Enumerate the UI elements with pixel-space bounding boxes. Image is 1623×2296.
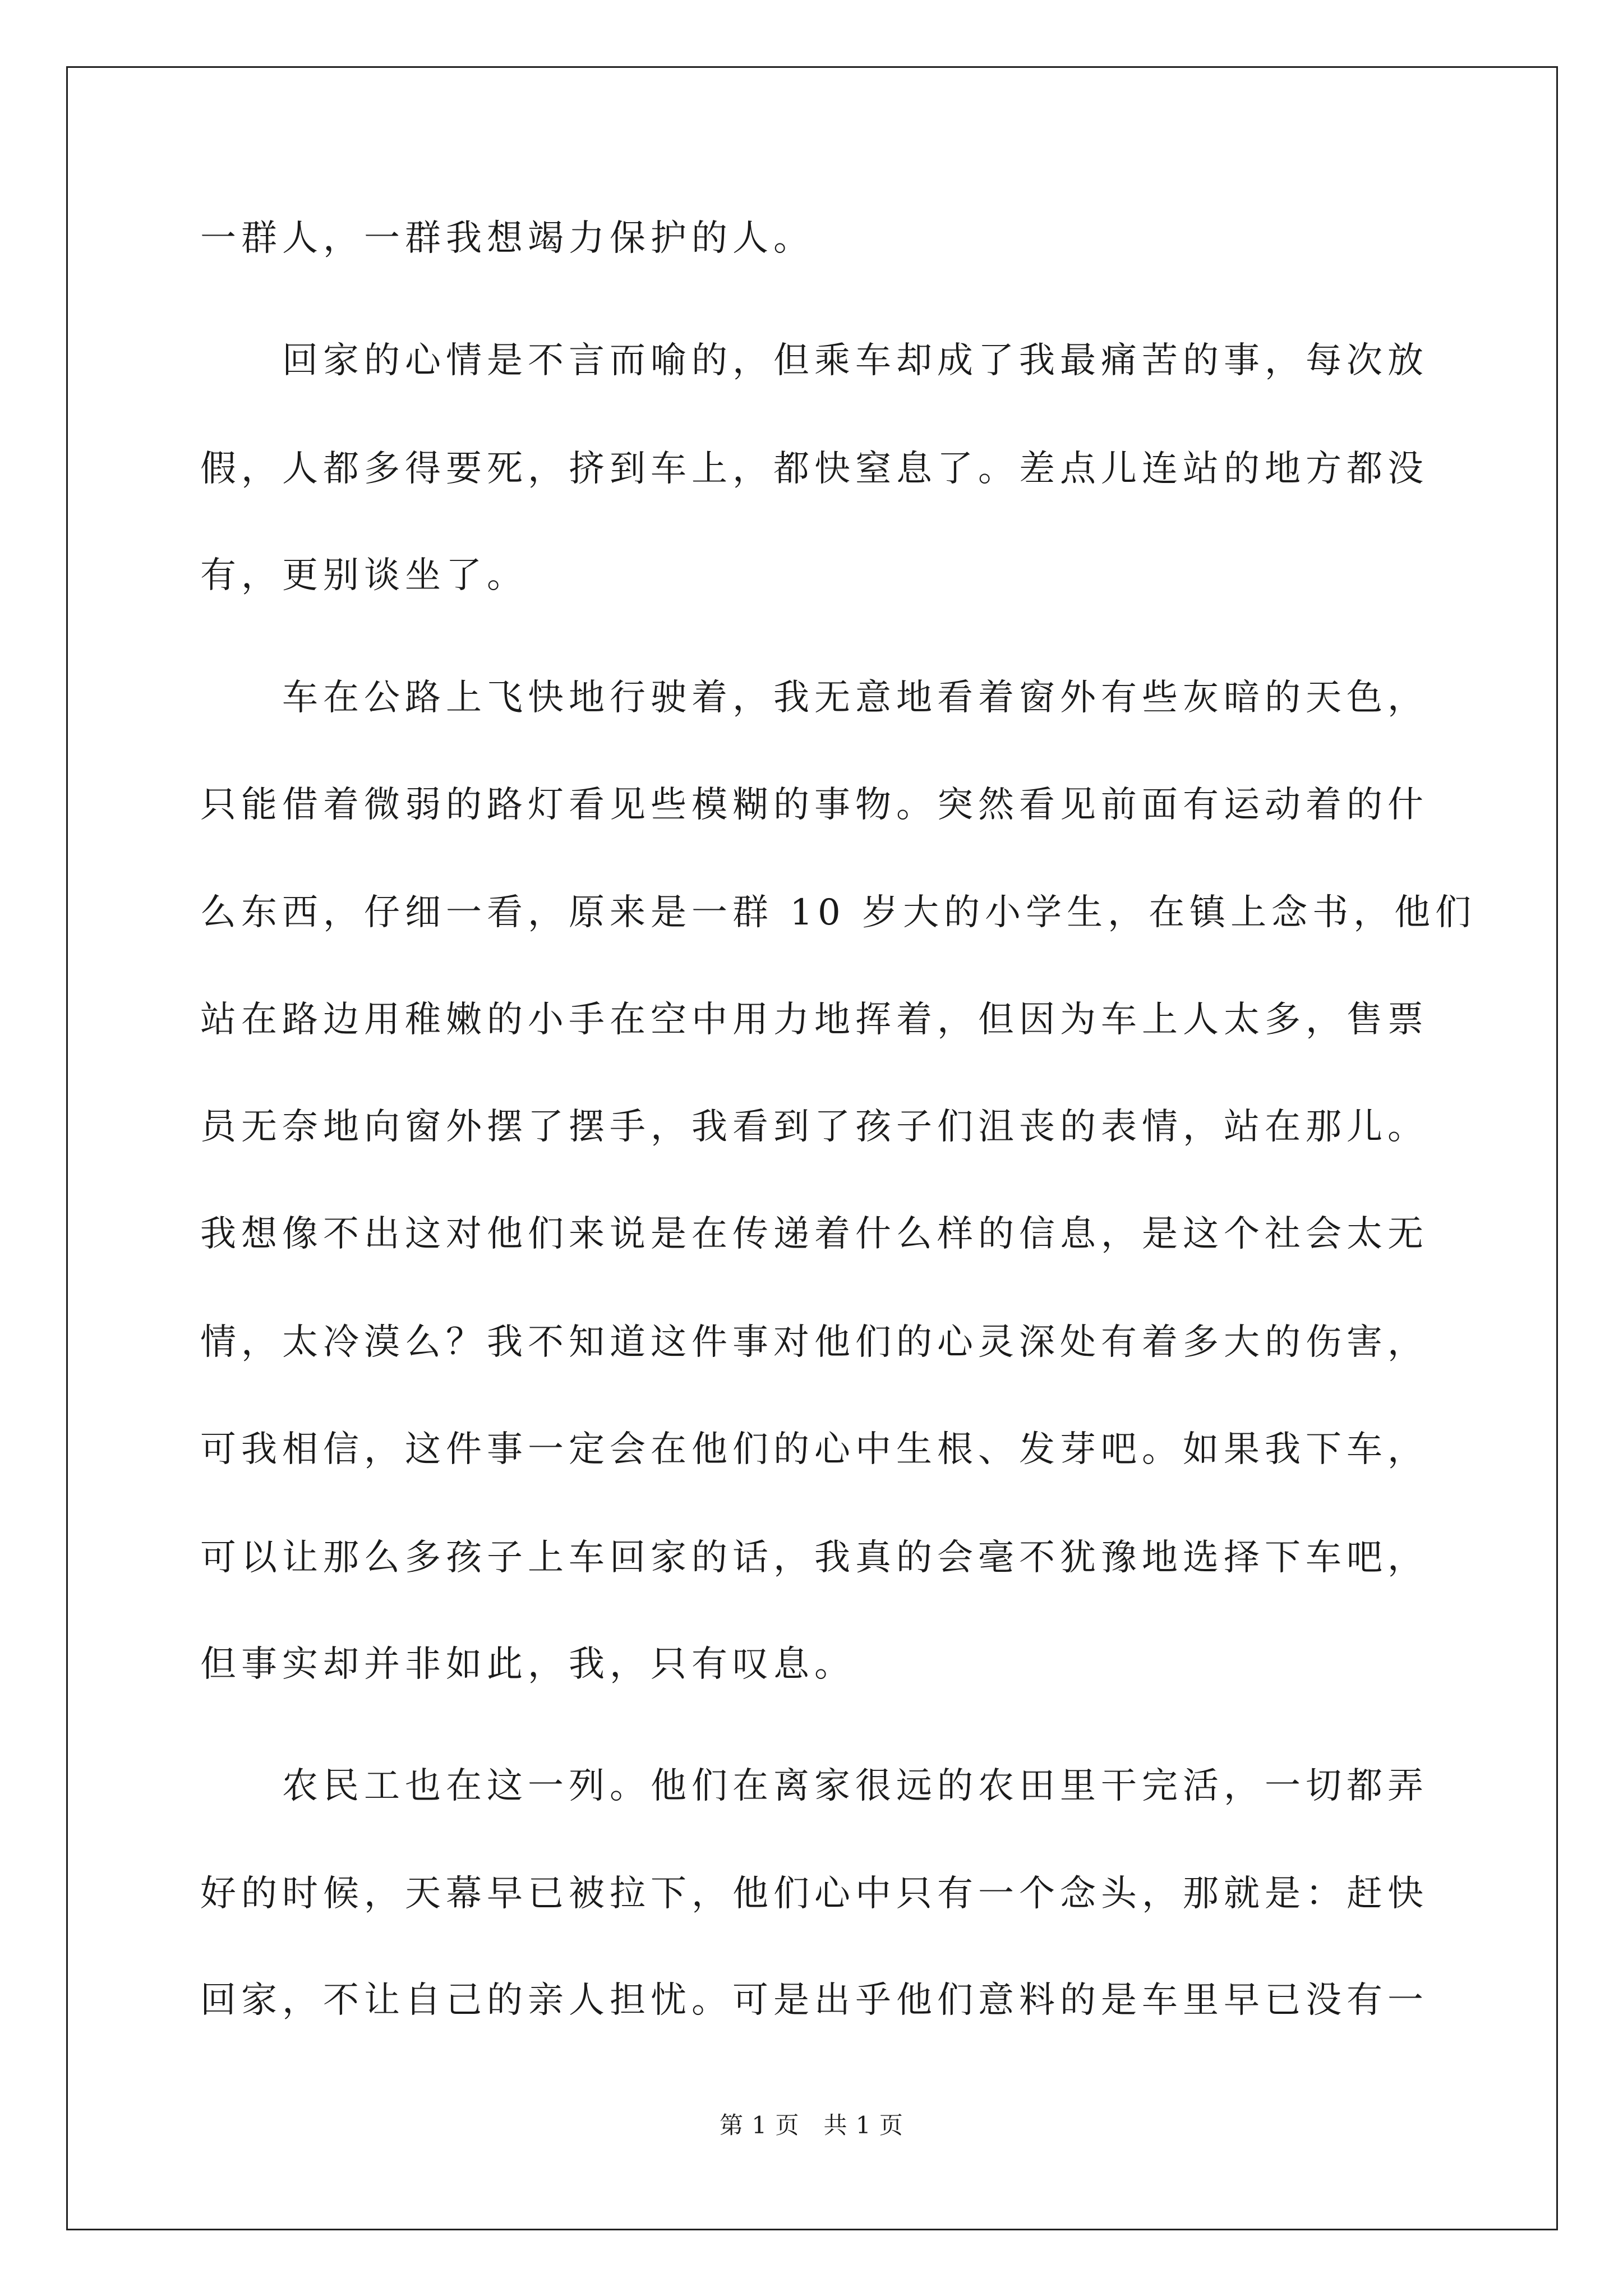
text-line: 可我相信，这件事一定会在他们的心中生根、发芽吧。如果我下车， — [200, 1429, 1428, 1470]
text-line: 回家的心情是不言而喻的，但乘车却成了我最痛苦的事，每次放 — [200, 340, 1428, 381]
text-line: 好的时候，天幕早已被拉下，他们心中只有一个念头，那就是：赶快 — [200, 1873, 1428, 1915]
text-line: 只能借着微弱的路灯看见些模糊的事物。突然看见前面有运动着的什 — [200, 784, 1428, 826]
text-line: 有，更别谈坐了。 — [200, 555, 528, 596]
text-line: 但事实却并非如此，我，只有叹息。 — [200, 1644, 855, 1685]
text-line: 假，人都多得要死，挤到车上，都快窒息了。差点儿连站的地方都没 — [200, 448, 1428, 490]
text-line: 车在公路上飞快地行驶着，我无意地看着窗外有些灰暗的天色， — [200, 677, 1428, 719]
text-line: 一群人，一群我想竭力保护的人。 — [200, 218, 814, 259]
page-number-footer: 第 1 页 共 1 页 — [720, 2111, 903, 2139]
text-line: 站在路边用稚嫩的小手在空中用力地挥着，但因为车上人太多，售票 — [200, 999, 1428, 1041]
text-line: 可以让那么多孩子上车回家的话，我真的会毫不犹豫地选择下车吧， — [200, 1537, 1428, 1579]
text-line: 情，太冷漠么？我不知道这件事对他们的心灵深处有着多大的伤害， — [200, 1322, 1428, 1363]
text-line: 么东西，仔细一看，原来是一群 10 岁大的小学生，在镇上念书，他们 — [200, 892, 1477, 933]
text-line: 农民工也在这一列。他们在离家很远的农田里干完活，一切都弄 — [200, 1765, 1428, 1807]
text-line: 回家，不让自己的亲人担忧。可是出乎他们意料的是车里早已没有一 — [200, 1980, 1428, 2021]
text-line: 员无奈地向窗外摆了摆手，我看到了孩子们沮丧的表情，站在那儿。 — [200, 1106, 1428, 1148]
text-line: 我想像不出这对他们来说是在传递着什么样的信息，是这个社会太无 — [200, 1213, 1428, 1255]
